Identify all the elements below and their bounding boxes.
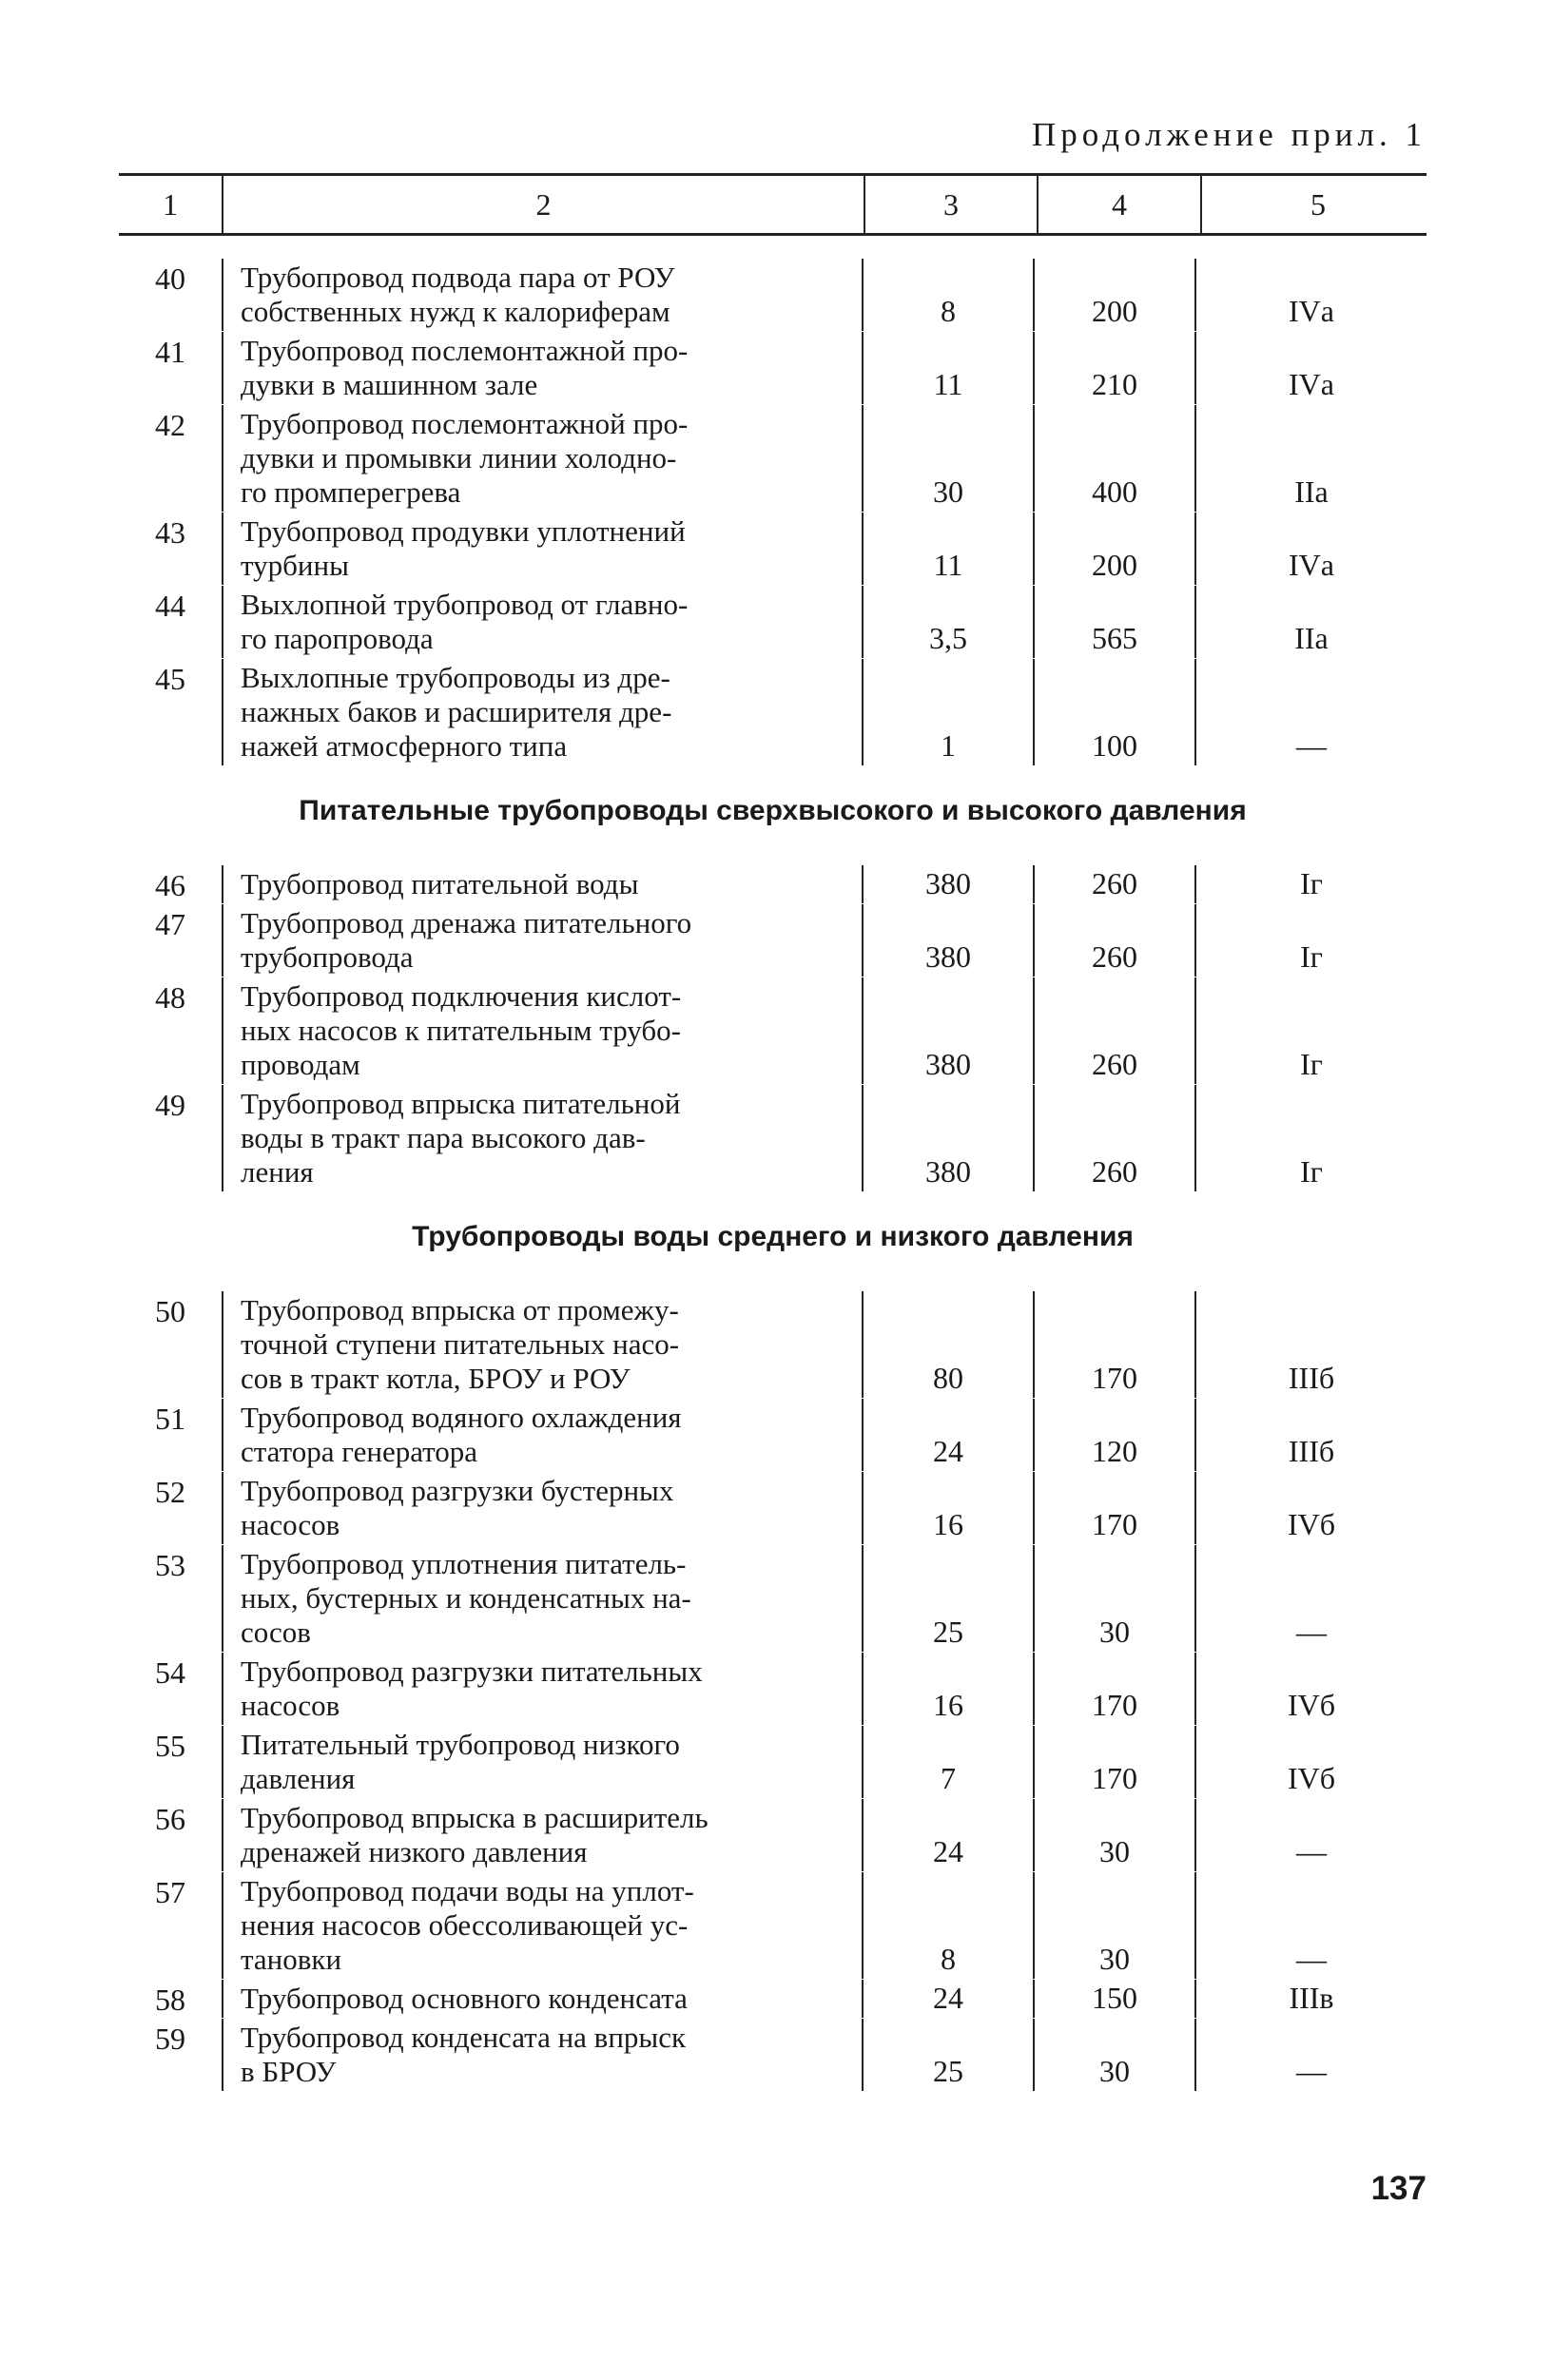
value-col5: [1194, 904, 1427, 977]
description-line: Трубопровод подачи воды на уплот-: [241, 1874, 694, 1907]
description-line: Трубопровод продувки уплотнений: [241, 514, 686, 548]
table-row: [119, 865, 1427, 903]
column-header-2: 2: [222, 176, 864, 233]
row-number: 47: [155, 907, 185, 941]
value-col5-text: Iг: [1300, 939, 1323, 974]
value-col3: [862, 1399, 1033, 1471]
description-line: точной ступени питательных насо-: [241, 1327, 680, 1361]
value-col3-text: 80: [933, 1361, 963, 1395]
value-col5: [1194, 259, 1427, 331]
value-col3-text: 8: [941, 1942, 956, 1976]
value-col5-text: IVб: [1287, 1761, 1336, 1795]
pipeline-description: [222, 1726, 862, 1798]
pipeline-description: [222, 332, 862, 404]
value-col4: [1033, 2019, 1194, 2091]
value-col5-text: IIа: [1294, 621, 1329, 655]
row-number: 59: [155, 2022, 185, 2056]
value-col5-text: —: [1296, 1615, 1327, 1649]
value-col4: [1033, 659, 1194, 765]
section-title: Питательные трубопроводы сверхвысокого и высокого давления: [299, 795, 1247, 826]
description-line: собственных нужд к калориферам: [241, 295, 670, 328]
value-col5: [1194, 332, 1427, 404]
row-number: 51: [155, 1402, 185, 1436]
value-col5: [1194, 1545, 1427, 1652]
pipeline-description: [222, 904, 862, 977]
value-col4-text: 120: [1092, 1434, 1137, 1468]
pipeline-description: [222, 1653, 862, 1725]
description-line: Трубопровод разгрузки бустерных: [241, 1474, 674, 1507]
value-col3-text: 380: [925, 1154, 971, 1189]
value-col3: [862, 904, 1033, 977]
value-col4: [1033, 1399, 1194, 1471]
row-number: 54: [155, 1655, 185, 1690]
pipeline-description: [222, 659, 862, 765]
value-col5-text: —: [1296, 2054, 1327, 2088]
row-number: 44: [155, 589, 185, 623]
value-col4-text: 260: [1092, 866, 1137, 900]
value-col4: [1033, 1085, 1194, 1191]
value-col4: [1033, 977, 1194, 1084]
value-col5-text: Iг: [1300, 866, 1323, 900]
value-col5-text: IVа: [1289, 294, 1334, 328]
value-col4: [1033, 1980, 1194, 2018]
description-line: сосов: [241, 1616, 311, 1649]
value-col5: [1194, 513, 1427, 585]
value-col5-text: IVб: [1287, 1507, 1336, 1541]
value-col3: [862, 1980, 1033, 2018]
value-col3-text: 8: [941, 294, 956, 328]
value-col4-text: 170: [1092, 1761, 1137, 1795]
value-col4-text: 30: [1099, 1615, 1130, 1649]
value-col4: [1033, 332, 1194, 404]
description-line: Выхлопные трубопроводы из дре-: [241, 661, 670, 694]
value-col4-text: 565: [1092, 621, 1137, 655]
table-header-row: [119, 176, 1427, 233]
value-col3-text: 24: [933, 1434, 963, 1468]
pipeline-description: [222, 2019, 862, 2091]
value-col3-text: 16: [933, 1507, 963, 1541]
pipeline-description: [222, 1399, 862, 1471]
column-header-4: 4: [1037, 176, 1200, 233]
value-col5: [1194, 1085, 1427, 1191]
table-row: [119, 1872, 1427, 1979]
section-block: [119, 236, 1427, 765]
value-col3: [862, 659, 1033, 765]
value-col4: [1033, 1545, 1194, 1652]
value-col3-text: 380: [925, 866, 971, 900]
description-line: го паропровода: [241, 622, 434, 655]
description-line: Питательный трубопровод низкого: [241, 1728, 680, 1761]
row-number: 55: [155, 1729, 185, 1763]
table-row: [119, 904, 1427, 977]
value-col3-text: 11: [933, 367, 963, 401]
section-block: [119, 1291, 1427, 2091]
table-body: [119, 236, 1427, 2091]
pipeline-table: [119, 173, 1427, 2092]
page-number: 137: [1370, 2170, 1427, 2207]
value-col4: [1033, 1799, 1194, 1871]
value-col3-text: 11: [933, 548, 963, 582]
description-line: дувки в машинном зале: [241, 368, 538, 401]
value-col5: [1194, 586, 1427, 658]
value-col3-text: 7: [941, 1761, 956, 1795]
value-col5-text: —: [1296, 728, 1327, 763]
description-line: дренажей низкого давления: [241, 1835, 588, 1868]
description-line: ных насосов к питательным трубо-: [241, 1014, 681, 1047]
value-col4-text: 150: [1092, 1981, 1137, 2015]
description-line: Трубопровод уплотнения питатель-: [241, 1547, 687, 1580]
value-col5-text: —: [1296, 1834, 1327, 1868]
value-col4: [1033, 865, 1194, 903]
table-row: [119, 1291, 1427, 1398]
table-row: [119, 977, 1427, 1084]
value-col4-text: 30: [1099, 2054, 1130, 2088]
row-number: 52: [155, 1475, 185, 1509]
pipeline-description: [222, 259, 862, 331]
table-row: [119, 586, 1427, 658]
pipeline-description: [222, 513, 862, 585]
value-col4-text: 30: [1099, 1834, 1130, 1868]
value-col4-text: 260: [1092, 1154, 1137, 1189]
value-col5: [1194, 1472, 1427, 1544]
row-number: 45: [155, 662, 185, 696]
value-col3-text: 16: [933, 1688, 963, 1722]
value-col3: [862, 1653, 1033, 1725]
value-col5: [1194, 1291, 1427, 1398]
row-number: 43: [155, 515, 185, 550]
description-line: Трубопровод впрыска в расширитель: [241, 1801, 709, 1834]
value-col3: [862, 865, 1033, 903]
table-row: [119, 332, 1427, 404]
value-col5: [1194, 977, 1427, 1084]
description-line: проводам: [241, 1048, 360, 1081]
description-line: тановки: [241, 1943, 342, 1976]
value-col4: [1033, 405, 1194, 512]
value-col3: [862, 977, 1033, 1084]
row-number: 49: [155, 1088, 185, 1122]
value-col3-text: 25: [933, 2054, 963, 2088]
description-line: Трубопровод дренажа питательного: [241, 906, 692, 939]
description-line: Трубопровод водяного охлаждения: [241, 1401, 682, 1434]
description-line: Трубопровод подключения кислот-: [241, 979, 682, 1013]
pipeline-description: [222, 1545, 862, 1652]
pipeline-description: [222, 586, 862, 658]
pipeline-description: [222, 1799, 862, 1871]
pipeline-description: [222, 1291, 862, 1398]
value-col4-text: 210: [1092, 367, 1137, 401]
value-col4-text: 170: [1092, 1688, 1137, 1722]
table-row: [119, 1085, 1427, 1191]
value-col4: [1033, 1291, 1194, 1398]
pipeline-description: [222, 405, 862, 512]
description-line: насосов: [241, 1689, 340, 1722]
description-line: Трубопровод послемонтажной про-: [241, 407, 689, 440]
pipeline-description: [222, 1872, 862, 1979]
value-col3: [862, 1085, 1033, 1191]
row-number: 42: [155, 408, 185, 442]
value-col3-text: 3,5: [929, 621, 967, 655]
value-col4: [1033, 1472, 1194, 1544]
row-number: 41: [155, 335, 185, 369]
table-row: [119, 1980, 1427, 2018]
value-col3-text: 380: [925, 1047, 971, 1081]
description-line: Трубопровод основного конденсата: [241, 1982, 688, 2015]
column-header-1: 1: [163, 187, 178, 222]
row-number: 56: [155, 1802, 185, 1836]
value-col5: [1194, 659, 1427, 765]
row-number: 57: [155, 1875, 185, 1909]
value-col5-text: Iг: [1300, 1047, 1323, 1081]
value-col4: [1033, 513, 1194, 585]
value-col5: [1194, 1653, 1427, 1725]
value-col5-text: IIIб: [1288, 1361, 1335, 1395]
pipeline-description: [222, 1472, 862, 1544]
column-header-3: 3: [864, 176, 1037, 233]
value-col3: [862, 1872, 1033, 1979]
pipeline-description: [222, 977, 862, 1084]
description-line: дувки и промывки линии холодно-: [241, 441, 677, 474]
value-col4: [1033, 1872, 1194, 1979]
table-row: [119, 1726, 1427, 1798]
value-col4-text: 260: [1092, 1047, 1137, 1081]
value-col4: [1033, 1726, 1194, 1798]
value-col4: [1033, 259, 1194, 331]
value-col5-text: IIIв: [1289, 1981, 1334, 2015]
value-col4-text: 170: [1092, 1507, 1137, 1541]
description-line: Трубопровод послемонтажной про-: [241, 334, 689, 367]
value-col5-text: IVа: [1289, 548, 1334, 582]
description-line: турбины: [241, 549, 349, 582]
description-line: нажей атмосферного типа: [241, 729, 568, 763]
continuation-header: Продолжение прил. 1: [1031, 116, 1427, 153]
description-line: ления: [241, 1155, 314, 1189]
section-block: [119, 865, 1427, 1191]
value-col5: [1194, 1872, 1427, 1979]
value-col5-text: IIа: [1294, 474, 1329, 509]
table-row: [119, 405, 1427, 512]
value-col3-text: 380: [925, 939, 971, 974]
table-row: [119, 1399, 1427, 1471]
value-col4-text: 100: [1092, 728, 1137, 763]
table-row: [119, 513, 1427, 585]
description-line: го промперегрева: [241, 475, 461, 509]
description-line: сов в тракт котла, БРОУ и РОУ: [241, 1362, 631, 1395]
table-row: [119, 659, 1427, 765]
table-row: [119, 2019, 1427, 2091]
value-col5: [1194, 1399, 1427, 1471]
value-col3: [862, 2019, 1033, 2091]
value-col3: [862, 332, 1033, 404]
value-col3-text: 24: [933, 1981, 963, 2015]
value-col4: [1033, 1653, 1194, 1725]
row-number: 50: [155, 1294, 185, 1328]
value-col5-text: IVб: [1287, 1688, 1336, 1722]
description-line: Трубопровод конденсата на впрыск: [241, 2021, 687, 2054]
description-line: Трубопровод разгрузки питательных: [241, 1654, 703, 1688]
value-col3: [862, 1726, 1033, 1798]
value-col3: [862, 1291, 1033, 1398]
row-number: 58: [155, 1983, 185, 2017]
description-line: Выхлопной трубопровод от главно-: [241, 588, 689, 621]
description-line: трубопровода: [241, 940, 414, 974]
value-col5: [1194, 1980, 1427, 2018]
description-line: Трубопровод питательной воды: [241, 867, 639, 900]
description-line: Трубопровод впрыска от промежу-: [241, 1293, 679, 1326]
value-col4-text: 400: [1092, 474, 1137, 509]
table-row: [119, 259, 1427, 331]
value-col4-text: 200: [1092, 548, 1137, 582]
description-line: Трубопровод подвода пара от РОУ: [241, 261, 675, 294]
value-col5: [1194, 865, 1427, 903]
value-col4-text: 200: [1092, 294, 1137, 328]
row-number: 53: [155, 1548, 185, 1582]
value-col4-text: 30: [1099, 1942, 1130, 1976]
value-col3-text: 24: [933, 1834, 963, 1868]
value-col5-text: Iг: [1300, 1154, 1323, 1189]
value-col3-text: 1: [941, 728, 956, 763]
description-line: воды в тракт пара высокого дав-: [241, 1121, 646, 1154]
table-row: [119, 1545, 1427, 1652]
column-header-5: 5: [1200, 176, 1434, 233]
row-number: 46: [155, 868, 185, 902]
value-col5: [1194, 2019, 1427, 2091]
value-col3: [862, 1545, 1033, 1652]
value-col5: [1194, 1726, 1427, 1798]
value-col5-text: IIIб: [1288, 1434, 1335, 1468]
description-line: нения насосов обессоливающей ус-: [241, 1908, 689, 1942]
value-col3: [862, 259, 1033, 331]
description-line: Трубопровод впрыска питательной: [241, 1087, 681, 1120]
value-col3: [862, 513, 1033, 585]
value-col3-text: 25: [933, 1615, 963, 1649]
row-number: 48: [155, 980, 185, 1015]
pipeline-description: [222, 1085, 862, 1191]
description-line: ных, бустерных и конденсатных на-: [241, 1581, 691, 1615]
description-line: в БРОУ: [241, 2055, 337, 2088]
table-row: [119, 1653, 1427, 1725]
value-col4-text: 260: [1092, 939, 1137, 974]
value-col5: [1194, 405, 1427, 512]
row-number: 40: [155, 261, 185, 296]
value-col4: [1033, 904, 1194, 977]
table-row: [119, 1472, 1427, 1544]
section-title: Трубопроводы воды среднего и низкого давления: [412, 1221, 1134, 1252]
description-line: нажных баков и расширителя дре-: [241, 695, 672, 728]
value-col4-text: 170: [1092, 1361, 1137, 1395]
value-col3: [862, 586, 1033, 658]
value-col5-text: IVа: [1289, 367, 1334, 401]
pipeline-description: [222, 865, 862, 903]
pipeline-description: [222, 1980, 862, 2018]
description-line: насосов: [241, 1508, 340, 1541]
value-col3: [862, 1799, 1033, 1871]
value-col3: [862, 1472, 1033, 1544]
table-row: [119, 1799, 1427, 1871]
description-line: статора генератора: [241, 1435, 478, 1468]
value-col3-text: 30: [933, 474, 963, 509]
value-col4: [1033, 586, 1194, 658]
description-line: давления: [241, 1762, 356, 1795]
value-col5: [1194, 1799, 1427, 1871]
value-col5-text: —: [1296, 1942, 1327, 1976]
value-col3: [862, 405, 1033, 512]
